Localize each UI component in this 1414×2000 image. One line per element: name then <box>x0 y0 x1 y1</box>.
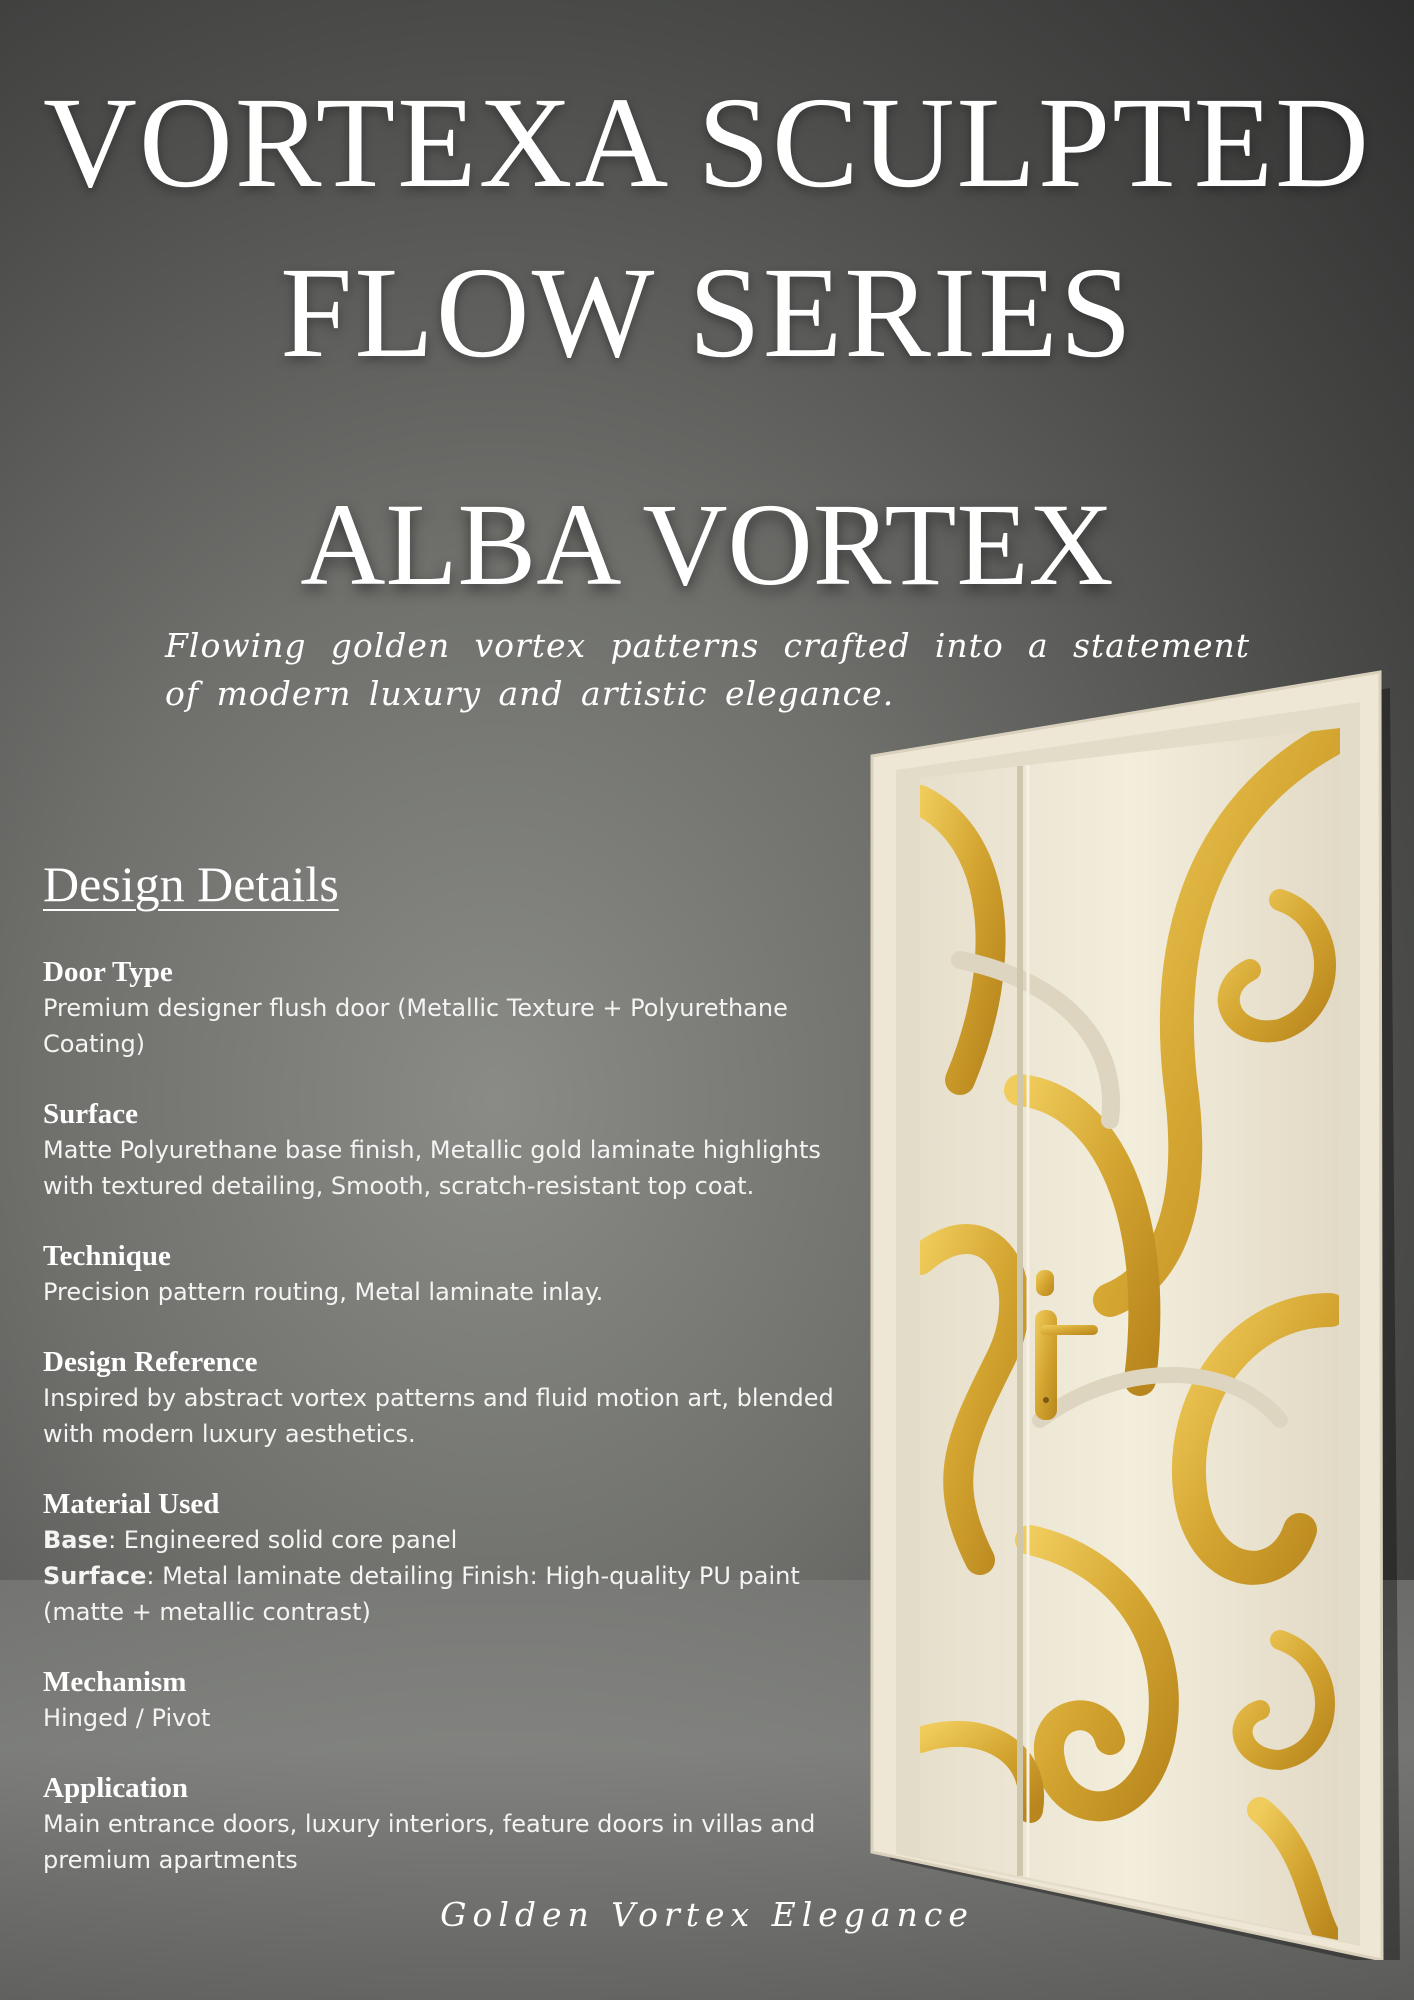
design-details <box>43 850 863 1912</box>
detail-label: Surface <box>43 1098 139 1130</box>
material-surface-key: Surface <box>43 1562 147 1590</box>
detail-material-used <box>43 1486 863 1630</box>
detail-label: Mechanism <box>43 1666 187 1698</box>
detail-design-reference <box>43 1344 863 1452</box>
detail-door-type <box>43 954 863 1062</box>
detail-label: Technique <box>43 1240 171 1272</box>
material-surface-value: : Metal laminate detailing Finish: High-quality PU paint (matte + metallic contrast) <box>43 1562 800 1626</box>
detail-technique <box>43 1238 863 1310</box>
door-image <box>860 660 1400 1960</box>
material-base-value: : Engineered solid core panel <box>108 1526 458 1554</box>
detail-text: Matte Polyurethane base finish, Metallic gold laminate highlights with textured detailing, Smooth, scratch-resistant top coat. <box>43 1136 821 1200</box>
detail-label: Design Reference <box>43 1346 258 1378</box>
design-details-heading: Design Details <box>43 856 339 912</box>
material-base-key: Base <box>43 1526 109 1554</box>
detail-text: Inspired by abstract vortex patterns and fluid motion art, blended with modern luxury aesthetics. <box>43 1384 834 1448</box>
detail-text <box>43 1522 863 1630</box>
detail-text: Main entrance doors, luxury interiors, feature doors in villas and premium apartments <box>43 1810 816 1874</box>
detail-surface <box>43 1096 863 1204</box>
detail-label: Material Used <box>43 1488 220 1520</box>
detail-label: Door Type <box>43 956 173 988</box>
detail-label: Application <box>43 1772 189 1804</box>
detail-application <box>43 1770 863 1878</box>
series-title-line1: VORTEXA SCULPTED <box>43 71 1371 215</box>
detail-mechanism <box>43 1664 863 1736</box>
detail-text: Precision pattern routing, Metal laminate inlay. <box>43 1278 604 1306</box>
detail-text: Hinged / Pivot <box>43 1704 211 1732</box>
detail-text: Premium designer flush door (Metallic Texture + Polyurethane Coating) <box>43 994 788 1058</box>
series-title <box>0 58 1414 398</box>
footer-tagline: Golden Vortex Elegance <box>440 1895 974 1934</box>
product-name: ALBA VORTEX <box>300 479 1114 610</box>
series-title-line2: FLOW SERIES <box>280 241 1134 385</box>
product-tagline: Flowing golden vortex patterns crafted into a statement of modern luxury and artistic elegance. <box>165 626 1250 713</box>
